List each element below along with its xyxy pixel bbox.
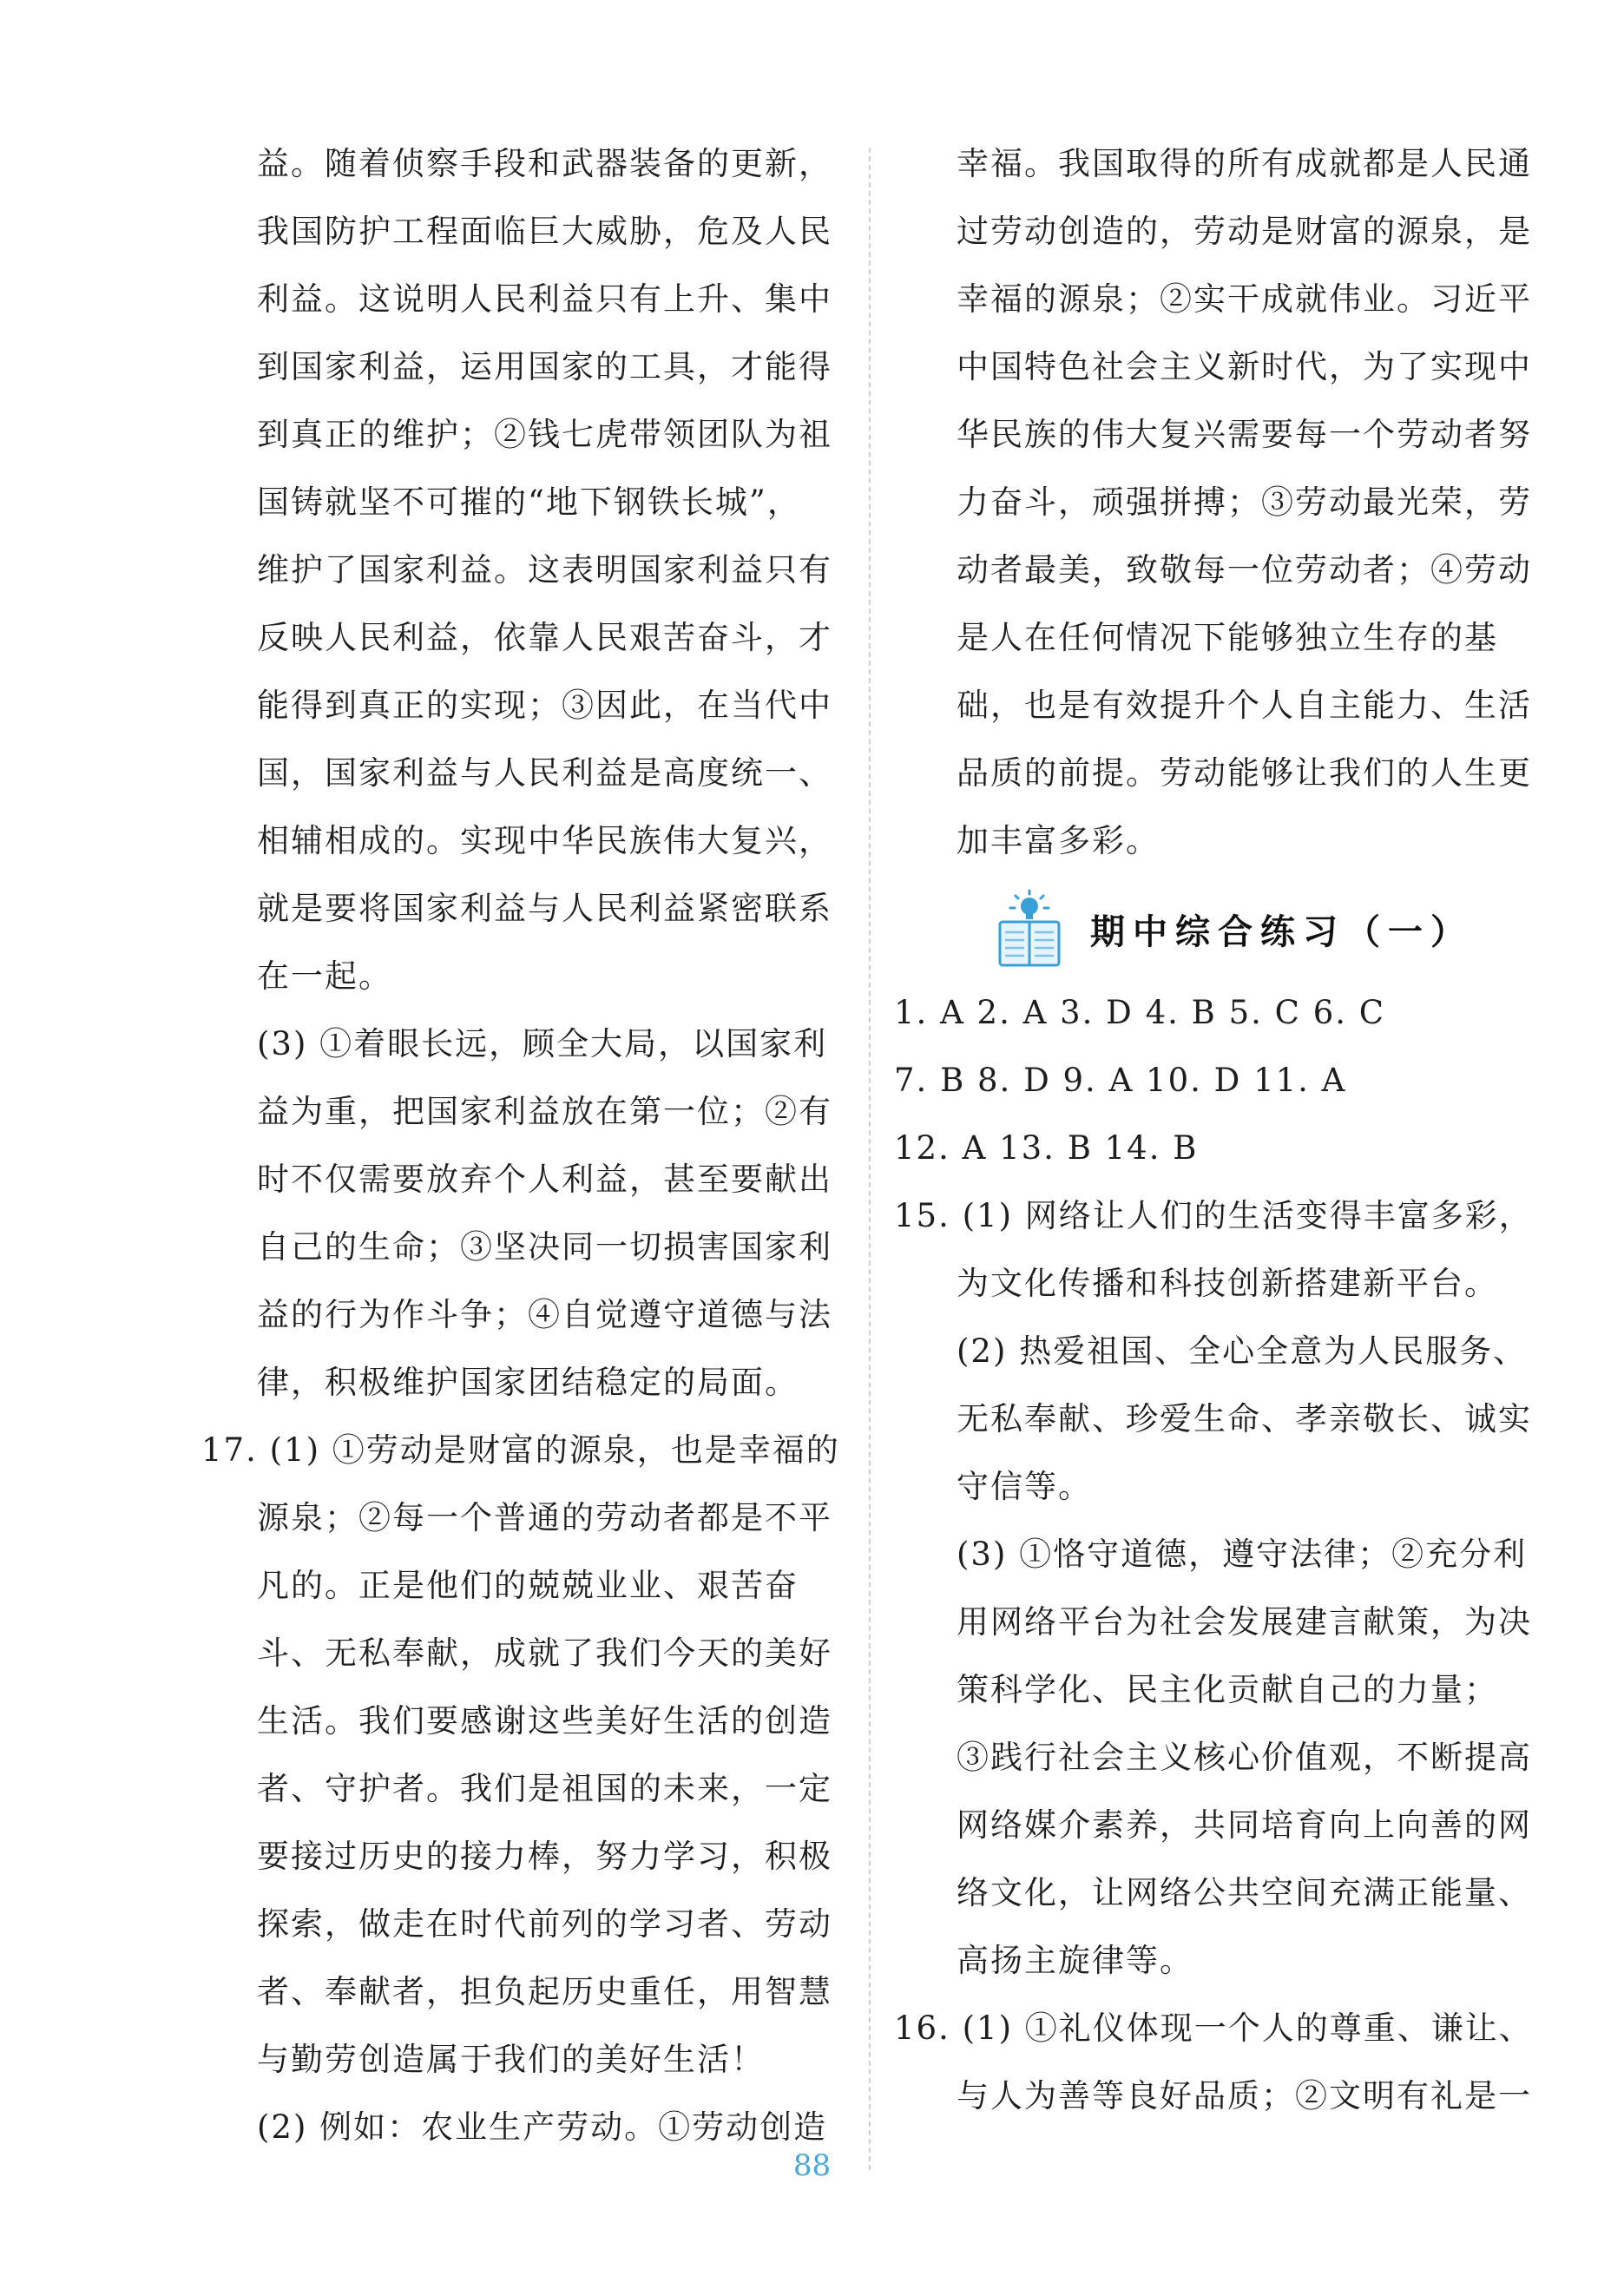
right-column-top-text (894, 130, 1541, 875)
text-line: 无私奉献、珍爱生命、孝亲敬长、诚实 (957, 1400, 1532, 1437)
text-line: 生活。我们要感谢这些美好生活的创造 (257, 1702, 832, 1740)
text-line: (2) 热爱祖国、全心全意为人民服务、 (957, 1332, 1528, 1370)
text-line: 凡的。正是他们的兢兢业业、艰苦奋 (257, 1567, 799, 1604)
text-line: 律，积极维护国家团结稳定的局面。 (257, 1364, 799, 1401)
text-line: 我国防护工程面临巨大威胁，危及人民 (257, 213, 832, 250)
text-line: 到国家利益，运用国家的工具，才能得 (257, 348, 832, 385)
right-column (894, 130, 1541, 2130)
text-line: 探索，做走在时代前列的学习者、劳动 (257, 1905, 832, 1943)
text-line: 15. (1) 网络让人们的生活变得丰富多彩， (894, 1197, 1533, 1234)
text-line: 17. (1) ①劳动是财富的源泉，也是幸福的 (201, 1431, 840, 1469)
right-column-answers (894, 979, 1541, 2130)
text-line: 品质的前提。劳动能够让我们的人生更 (957, 754, 1532, 792)
page-number: 88 (792, 2148, 832, 2183)
text-line: 高扬主旋律等。 (957, 1942, 1193, 1979)
text-line: 幸福的源泉；②实干成就伟业。习近平 (957, 280, 1532, 318)
text-line: 源泉；②每一个普通的劳动者都是不平 (257, 1499, 832, 1536)
text-line: 利益。这说明人民利益只有上升、集中 (257, 280, 832, 318)
text-line: 益为重，把国家利益放在第一位；②有 (257, 1093, 832, 1130)
section-title: 期中综合练习（一） (1090, 911, 1473, 952)
text-line: 7. B 8. D 9. A 10. D 11. A (894, 1062, 1347, 1099)
text-line: 要接过历史的接力棒，努力学习，积极 (257, 1838, 832, 1875)
text-line: 用网络平台为社会发展建言献策，为决 (957, 1603, 1532, 1641)
text-line: 者、奉献者，担负起历史重任，用智慧 (257, 1973, 832, 2010)
text-line: 国，国家利益与人民利益是高度统一、 (257, 754, 832, 792)
text-line: 策科学化、民主化贡献自己的力量； (957, 1671, 1498, 1708)
text-line: 维护了国家利益。这表明国家利益只有 (257, 551, 832, 589)
text-line: 自己的生命；③坚决同一切损害国家利 (257, 1228, 832, 1266)
text-line: 者、守护者。我们是祖国的未来，一定 (257, 1770, 832, 1807)
text-line: 为文化传播和科技创新搭建新平台。 (957, 1265, 1498, 1302)
text-line: 过劳动创造的，劳动是财富的源泉，是 (957, 213, 1532, 250)
text-line: 就是要将国家利益与人民利益紧密联系 (257, 890, 832, 927)
text-line: 加丰富多彩。 (957, 822, 1160, 859)
text-line: (3) ①着眼长远，顾全大局，以国家利 (257, 1025, 828, 1062)
text-line: 12. A 13. B 14. B (894, 1129, 1199, 1167)
text-line: 16. (1) ①礼仪体现一个人的尊重、谦让、 (894, 2009, 1533, 2047)
text-line: 斗、无私奉献，成就了我们今天的美好 (257, 1635, 832, 1672)
text-line: 益的行为作斗争；④自觉遵守道德与法 (257, 1296, 832, 1333)
text-line: 力奋斗，顽强拼搏；③劳动最光荣，劳 (957, 483, 1532, 521)
text-line: 到真正的维护；②钱七虎带领团队为祖 (257, 416, 832, 453)
text-line: 能得到真正的实现；③因此，在当代中 (257, 687, 832, 724)
column-divider (869, 148, 871, 2170)
text-line: 时不仅需要放弃个人利益，甚至要献出 (257, 1161, 832, 1198)
book-lightbulb-icon (988, 887, 1071, 970)
text-line: 守信等。 (957, 1468, 1092, 1505)
text-line: ③践行社会主义核心价值观，不断提高 (957, 1739, 1532, 1776)
text-line: 1. A 2. A 3. D 4. B 5. C 6. C (894, 994, 1386, 1031)
text-line: (3) ①恪守道德，遵守法律；②充分利 (957, 1536, 1528, 1573)
text-line: 动者最美，致敬每一位劳动者；④劳动 (957, 551, 1532, 589)
left-column (201, 130, 844, 2161)
section-heading (894, 884, 1541, 974)
text-line: 益。随着侦察手段和武器装备的更新， (257, 145, 832, 182)
text-line: (2) 例如：农业生产劳动。①劳动创造 (257, 2108, 828, 2146)
text-line: 反映人民利益，依靠人民艰苦奋斗，才 (257, 619, 832, 656)
text-line: 华民族的伟大复兴需要每一个劳动者努 (957, 416, 1532, 453)
text-line: 国铸就坚不可摧的“地下钢铁长城”， (257, 483, 801, 521)
text-line: 在一起。 (257, 957, 392, 995)
text-line: 与人为善等良好品质；②文明有礼是一 (957, 2077, 1532, 2115)
text-line: 础，也是有效提升个人自主能力、生活 (957, 687, 1532, 724)
text-line: 网络媒介素养，共同培育向上向善的网 (957, 1806, 1532, 1844)
text-line: 相辅相成的。实现中华民族伟大复兴， (257, 822, 832, 859)
text-line: 幸福。我国取得的所有成就都是人民通 (957, 145, 1532, 182)
text-line: 络文化，让网络公共空间充满正能量、 (957, 1874, 1532, 1911)
text-line: 中国特色社会主义新时代，为了实现中 (957, 348, 1532, 385)
text-line: 是人在任何情况下能够独立生存的基 (957, 619, 1498, 656)
text-line: 与勤劳创造属于我们的美好生活！ (257, 2041, 765, 2078)
